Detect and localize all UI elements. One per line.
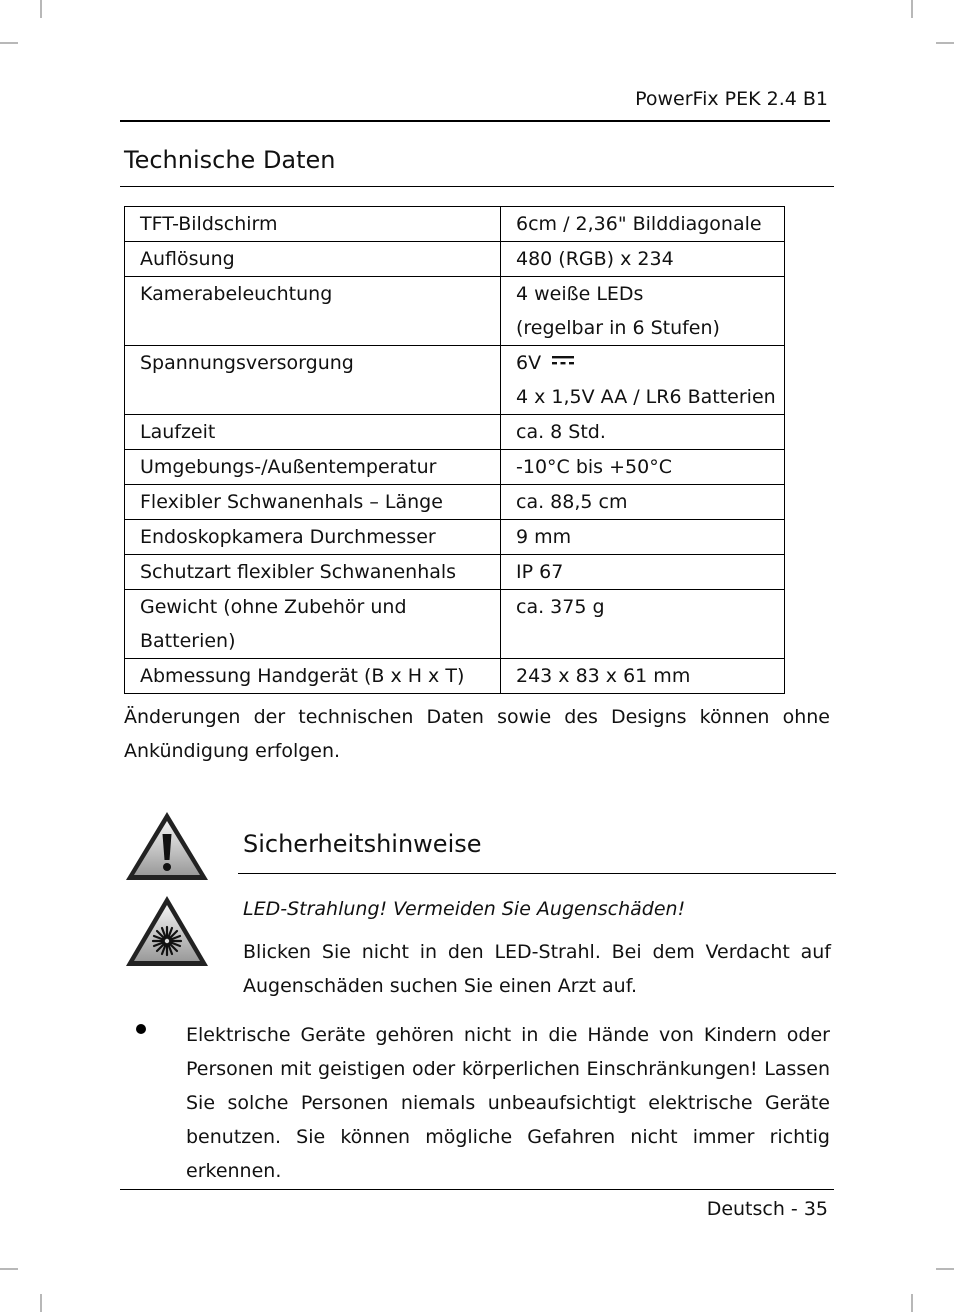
spec-value: IP 67 <box>501 555 785 590</box>
spec-value-cell <box>501 346 785 415</box>
spec-value: ca. 8 Std. <box>501 415 785 450</box>
section-heading-technical-data: Technische Daten <box>124 146 336 174</box>
spec-label: Gewicht (ohne Zubehör und Batterien) <box>125 590 501 659</box>
spec-label: Kamerabeleuchtung <box>125 277 501 346</box>
table-row <box>125 659 785 694</box>
led-radiation-warning-icon <box>124 894 210 968</box>
crop-mark <box>0 42 18 44</box>
section-heading-safety: Sicherheitshinweise <box>243 830 482 858</box>
spec-value: 6V <box>516 352 542 374</box>
table-row <box>125 485 785 520</box>
page-number: Deutsch - 35 <box>706 1198 828 1220</box>
spec-value: 6cm / 2,36" Bilddiagonale <box>501 207 785 242</box>
table-row <box>125 520 785 555</box>
spec-table <box>124 206 785 694</box>
spec-value-cell <box>501 277 785 346</box>
spec-label: Endoskopkamera Durchmesser <box>125 520 501 555</box>
spec-value-line <box>516 346 784 380</box>
direct-current-symbol-icon <box>551 355 575 367</box>
table-row <box>125 590 785 659</box>
table-row <box>125 207 785 242</box>
footer-rule <box>120 1189 834 1190</box>
spec-label: Auflösung <box>125 242 501 277</box>
warning-title: LED-Strahlung! Vermeiden Sie Augenschäden! <box>243 898 686 920</box>
spec-label: Laufzeit <box>125 415 501 450</box>
spec-value: 480 (RGB) x 234 <box>501 242 785 277</box>
spec-value: ca. 88,5 cm <box>501 485 785 520</box>
header-rule <box>120 120 830 122</box>
spec-label: Schutzart flexibler Schwanenhals <box>125 555 501 590</box>
warning-text: Blicken Sie nicht in den LED-Strahl. Bei dem Verdacht auf Augenschäden suchen Sie einen Arzt auf. <box>243 941 831 997</box>
table-row <box>125 450 785 485</box>
crop-mark <box>40 0 42 18</box>
crop-mark <box>911 1294 913 1312</box>
crop-mark <box>40 1294 42 1312</box>
spec-label: TFT-Bildschirm <box>125 207 501 242</box>
spec-value-secondary: 4 x 1,5V AA / LR6 Batterien <box>516 386 776 408</box>
spec-value: 4 weiße LEDs <box>516 283 644 305</box>
spec-value: -10°C bis +50°C <box>501 450 785 485</box>
table-row <box>125 555 785 590</box>
spec-value: ca. 375 g <box>501 590 785 659</box>
exclamation-warning-icon <box>124 810 210 882</box>
section-rule <box>238 873 836 874</box>
crop-mark <box>0 1268 18 1270</box>
table-row <box>125 277 785 346</box>
table-row <box>125 242 785 277</box>
spec-value: 243 x 83 x 61 mm <box>501 659 785 694</box>
spec-label: Spannungsversorgung <box>125 346 501 415</box>
bullet-point <box>136 1024 146 1034</box>
spec-value: 9 mm <box>501 520 785 555</box>
section-rule <box>120 186 834 187</box>
table-row <box>125 415 785 450</box>
crop-mark <box>911 0 913 18</box>
crop-mark <box>936 42 954 44</box>
crop-mark <box>936 1268 954 1270</box>
table-row <box>125 346 785 415</box>
spec-value-secondary: (regelbar in 6 Stufen) <box>516 317 720 339</box>
spec-label: Abmessung Handgerät (B x H x T) <box>125 659 501 694</box>
spec-label: Umgebungs-/Außentemperatur <box>125 450 501 485</box>
header-title: PowerFix PEK 2.4 B1 <box>635 88 828 110</box>
change-notice: Änderungen der technischen Daten sowie des Designs können ohne Ankündigung erfolgen. <box>124 706 830 762</box>
spec-label: Flexibler Schwanenhals – Länge <box>125 485 501 520</box>
bullet-text: Elektrische Geräte gehören nicht in die Hände von Kindern oder Personen mit geistigen oder körperlichen Einschränkungen! Lassen Sie solche Personen niemals unbeaufsichtigt elektrische Geräte benutzen. Sie können mögliche Gefahren nicht immer richtig erkennen. <box>186 1024 830 1182</box>
